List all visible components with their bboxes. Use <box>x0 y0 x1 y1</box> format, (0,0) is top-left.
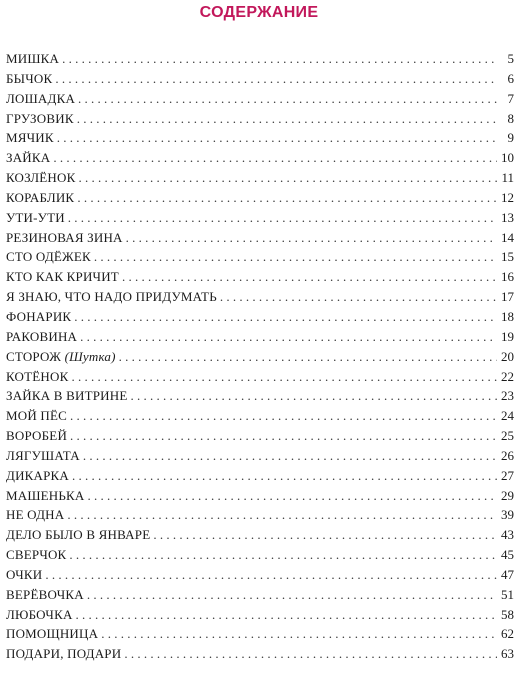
toc-entry[interactable] <box>6 624 514 644</box>
toc-entry[interactable] <box>6 89 514 109</box>
toc-entry[interactable] <box>6 505 514 525</box>
entry-title <box>6 466 69 486</box>
dot-leader <box>220 287 497 307</box>
dot-leader <box>119 347 497 367</box>
toc-entry[interactable] <box>6 267 514 287</box>
dot-leader <box>57 128 497 148</box>
entry-title <box>6 69 52 89</box>
entry-page-number: 16 <box>501 269 514 285</box>
entry-page-number: 6 <box>507 70 514 86</box>
entry-page-number: 7 <box>507 90 514 106</box>
toc-entry[interactable] <box>6 406 514 426</box>
entry-title-text: ГРУЗОВИК <box>6 110 74 126</box>
entry-title <box>6 545 66 565</box>
entry-page-number: 5 <box>507 51 514 66</box>
toc-entry[interactable] <box>6 565 514 585</box>
dot-leader <box>122 267 497 287</box>
entry-page-number: 8 <box>507 110 514 126</box>
entry-title <box>6 208 65 228</box>
entry-page-number: 18 <box>501 308 514 324</box>
entry-title <box>6 446 80 466</box>
entry-page-number: 23 <box>501 388 514 404</box>
toc-entry[interactable] <box>6 486 514 506</box>
dot-leader <box>70 426 497 446</box>
entry-title-text: ДЕЛО БЫЛО В ЯНВАРЕ <box>6 527 151 543</box>
dot-leader <box>68 208 497 228</box>
entry-title-text: КТО КАК КРИЧИТ <box>6 269 119 285</box>
dot-leader <box>153 525 497 545</box>
entry-title-text: ВЕРЁВОЧКА <box>6 586 84 602</box>
entry-page-number: 11 <box>501 170 514 186</box>
toc-entry[interactable] <box>6 426 514 446</box>
toc-entry[interactable] <box>6 109 514 129</box>
toc-entry[interactable] <box>6 148 514 168</box>
entry-title <box>6 49 59 69</box>
entry-title-text: МЯЧИК <box>6 130 54 146</box>
toc-entry[interactable] <box>6 208 514 228</box>
toc-entry[interactable] <box>6 386 514 406</box>
dot-leader <box>78 168 497 188</box>
entry-title-text: СТО ОДЁЖЕК <box>6 249 91 265</box>
entry-page-number: 24 <box>501 408 514 424</box>
entry-title-text: ПОМОЩНИЦА <box>6 626 99 642</box>
toc-entry[interactable] <box>6 168 514 188</box>
entry-title <box>6 486 85 506</box>
entry-title <box>6 525 150 545</box>
page-title: СОДЕРЖАНИЕ <box>199 4 319 21</box>
entry-title-text: Я ЗНАЮ, ЧТО НАДО ПРИДУМАТЬ <box>6 289 217 305</box>
entry-title-text: ВОРОБЕЙ <box>6 428 68 444</box>
entry-title <box>6 386 127 406</box>
entry-title-text: СВЕРЧОК <box>6 547 67 563</box>
entry-page-number: 10 <box>501 150 514 166</box>
entry-page-number: 25 <box>501 428 514 444</box>
entry-title <box>6 327 77 347</box>
entry-title <box>6 347 116 367</box>
entry-title <box>6 426 67 446</box>
dot-leader <box>88 486 497 506</box>
entry-title-text: ЛЯГУШАТА <box>6 447 80 463</box>
entry-page-number: 26 <box>501 447 514 463</box>
toc-entry[interactable] <box>6 367 514 387</box>
toc-entry[interactable] <box>6 347 514 367</box>
entry-page-number: 29 <box>501 487 514 503</box>
entry-title-text: МАШЕНЬКА <box>6 487 85 503</box>
dot-leader <box>67 505 497 525</box>
entry-page-number: 20 <box>501 348 514 364</box>
entry-title-text: УТИ-УТИ <box>6 209 65 225</box>
entry-page-number: 15 <box>501 249 514 265</box>
entry-title <box>6 89 75 109</box>
entry-title-text: ЛОШАДКА <box>6 90 76 106</box>
entry-title <box>6 188 74 208</box>
dot-leader <box>77 109 497 129</box>
entry-title-text: МИШКА <box>6 51 60 66</box>
toc-entry[interactable] <box>6 49 514 69</box>
dot-leader <box>87 585 497 605</box>
dot-leader <box>72 466 497 486</box>
entry-page-number: 63 <box>501 646 514 662</box>
dot-leader <box>126 228 497 248</box>
dot-leader <box>80 327 497 347</box>
dot-leader <box>55 69 497 89</box>
entry-page-number: 9 <box>507 130 514 146</box>
toc-entry[interactable] <box>6 188 514 208</box>
toc-entry[interactable] <box>6 287 514 307</box>
entry-title <box>6 267 119 287</box>
toc-entry[interactable] <box>6 128 514 148</box>
dot-leader <box>69 545 497 565</box>
entry-title <box>6 109 74 129</box>
entry-page-number: 47 <box>501 566 514 582</box>
toc-entry[interactable] <box>6 644 514 664</box>
toc-entry[interactable] <box>6 327 514 347</box>
entry-title <box>6 605 73 625</box>
toc-entry[interactable] <box>6 228 514 248</box>
entry-title-text: ДИКАРКА <box>6 467 70 483</box>
toc-entry[interactable] <box>6 446 514 466</box>
dot-leader <box>130 386 497 406</box>
entry-title <box>6 406 67 426</box>
dot-leader <box>70 406 497 426</box>
toc-entry[interactable] <box>6 545 514 565</box>
entry-title-text: РАКОВИНА <box>6 328 78 344</box>
dot-leader <box>78 89 497 109</box>
entry-page-number: 19 <box>501 328 514 344</box>
table-of-contents <box>6 49 514 664</box>
entry-title-text: НЕ ОДНА <box>6 507 65 523</box>
entry-title-text: КОРАБЛИК <box>6 189 75 205</box>
entry-note: (Шутка) <box>64 348 116 364</box>
entry-title <box>6 148 50 168</box>
entry-title-text: РЕЗИНОВАЯ ЗИНА <box>6 229 123 245</box>
entry-title-text: ЗАЙКА В ВИТРИНЕ <box>6 388 128 404</box>
entry-title-text: ФОНАРИК <box>6 308 72 324</box>
dot-leader <box>62 49 497 69</box>
dot-leader <box>53 148 497 168</box>
entry-title <box>6 505 64 525</box>
toc-entry[interactable] <box>6 605 514 625</box>
entry-page-number: 51 <box>501 586 514 602</box>
entry-page-number: 62 <box>501 626 514 642</box>
entry-title <box>6 624 98 644</box>
entry-title-text: ПОДАРИ, ПОДАРИ <box>6 646 122 662</box>
entry-page-number: 17 <box>501 289 514 305</box>
dot-leader <box>94 247 497 267</box>
entry-title-text: ЗАЙКА <box>6 150 51 166</box>
entry-page-number: 58 <box>501 606 514 622</box>
entry-title <box>6 228 123 248</box>
toc-entry[interactable] <box>6 69 514 89</box>
toc-entry[interactable] <box>6 307 514 327</box>
entry-title-text: ЛЮБОЧКА <box>6 606 73 622</box>
dot-leader <box>77 188 497 208</box>
entry-title <box>6 168 75 188</box>
entry-page-number: 13 <box>501 209 514 225</box>
dot-leader <box>76 605 497 625</box>
entry-title <box>6 644 121 664</box>
toc-entry[interactable] <box>6 247 514 267</box>
entry-page-number: 14 <box>501 229 514 245</box>
dot-leader <box>71 367 497 387</box>
entry-title <box>6 585 84 605</box>
entry-title <box>6 367 68 387</box>
dot-leader <box>74 307 497 327</box>
entry-title-text: КОТЁНОК <box>6 368 69 384</box>
entry-title <box>6 128 54 148</box>
entry-title <box>6 565 42 585</box>
entry-title-text: ОЧКИ <box>6 566 43 582</box>
entry-title-text: КОЗЛЁНОК <box>6 170 76 186</box>
dot-leader <box>124 644 497 664</box>
toc-entry[interactable] <box>6 525 514 545</box>
toc-entry[interactable] <box>6 585 514 605</box>
entry-title-text: СТОРОЖ <box>6 348 62 364</box>
entry-title-text: БЫЧОК <box>6 70 53 86</box>
entry-page-number: 45 <box>501 547 514 563</box>
entry-page-number: 43 <box>501 527 514 543</box>
toc-entry[interactable] <box>6 466 514 486</box>
entry-page-number: 22 <box>501 368 514 384</box>
dot-leader <box>83 446 497 466</box>
entry-page-number: 39 <box>501 507 514 523</box>
entry-page-number: 12 <box>501 189 514 205</box>
dot-leader <box>101 624 497 644</box>
entry-page-number: 27 <box>501 467 514 483</box>
entry-title <box>6 287 217 307</box>
entry-title <box>6 247 91 267</box>
dot-leader <box>45 565 497 585</box>
entry-title-text: МОЙ ПЁС <box>6 408 67 424</box>
entry-title <box>6 307 71 327</box>
